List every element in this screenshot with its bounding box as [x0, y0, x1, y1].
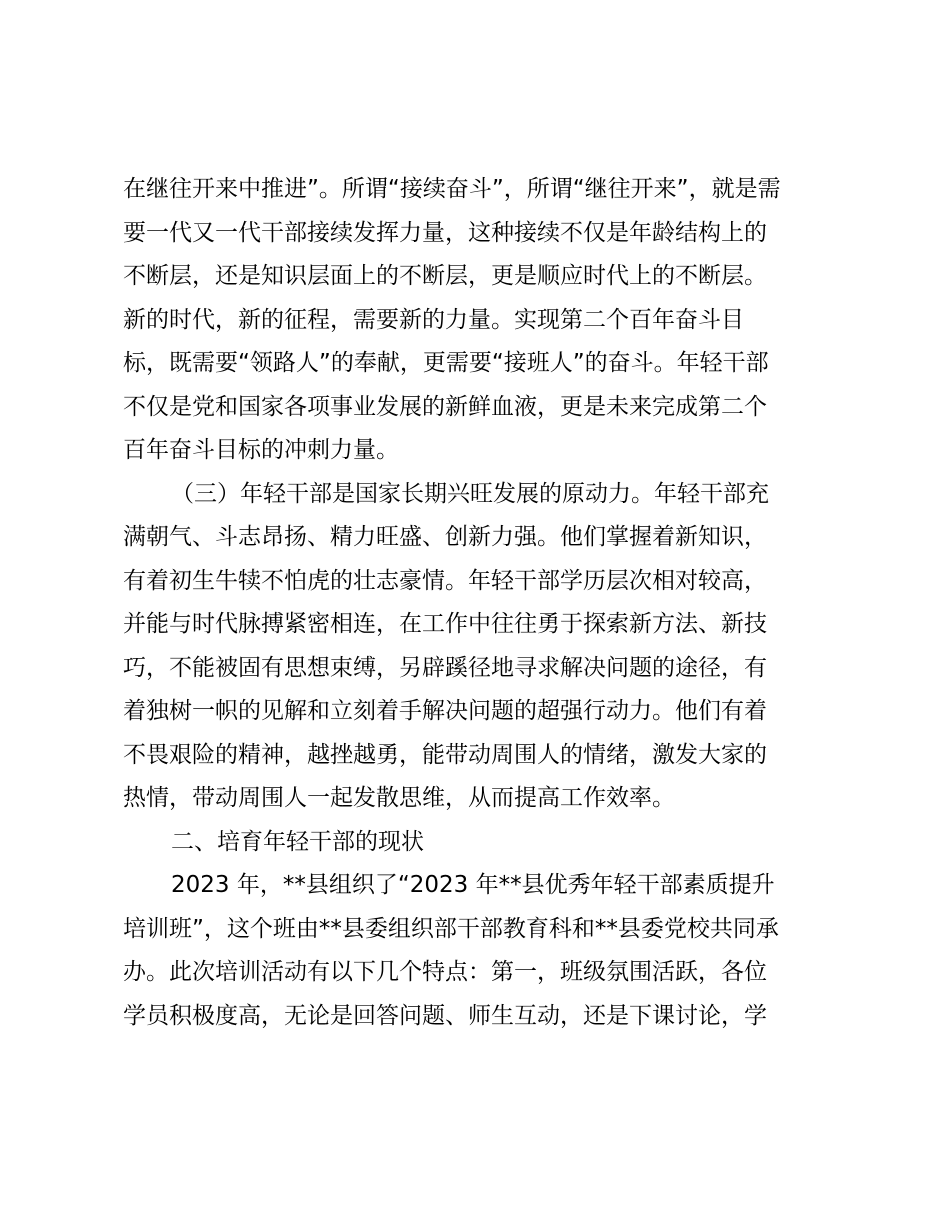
text-line: 着独树一帜的见解和立刻着手解决问题的超强行动力。他们有着	[123, 698, 767, 724]
text-line: 办。此次培训活动有以下几个特点：第一，班级氛围活跃，各位	[123, 959, 767, 985]
section-heading: 二、培育年轻干部的现状	[171, 828, 424, 855]
text-line: 不畏艰险的精神，越挫越勇，能带动周围人的情绪，激发大家的	[123, 741, 767, 768]
text-line: 不仅是党和国家各项事业发展的新鲜血液，更是未来完成第二个	[123, 393, 767, 420]
paragraph-start-line: 2023 年，**县组织了“2023 年**县优秀年轻干部素质提升	[171, 872, 775, 898]
text-line: 新的时代，新的征程，需要新的力量。实现第二个百年奋斗目	[123, 306, 744, 333]
text-line: 热情，带动周围人一起发散思维，从而提高工作效率。	[123, 785, 675, 811]
text-line: 培训班”，这个班由**县委组织部干部教育科和**县委党校共同承	[123, 915, 779, 942]
text-line: 在继往开来中推进”。所谓“接续奋斗”，所谓“继往开来”，就是需	[123, 176, 781, 202]
document-body	[123, 168, 843, 1038]
text-line: 满朝气、斗志昂扬、精力旺盛、创新力强。他们掌握着新知识，	[123, 524, 767, 550]
text-line: 标，既需要“领路人”的奉献，更需要“接班人”的奋斗。年轻干部	[123, 350, 769, 376]
text-line: 有着初生牛犊不怕虎的壮志豪情。年轻干部学历层次相对较高，	[123, 567, 767, 594]
text-line: 并能与时代脉搏紧密相连，在工作中往往勇于探索新方法、新技	[123, 611, 767, 637]
paragraph-start-line: （三）年轻干部是国家长期兴旺发展的原动力。年轻干部充	[171, 480, 769, 507]
text-line: 巧，不能被固有思想束缚，另辟蹊径地寻求解决问题的途径，有	[123, 654, 767, 681]
text-line: 百年奋斗目标的冲刺力量。	[123, 437, 399, 463]
text-line: 要一代又一代干部接续发挥力量，这种接续不仅是年龄结构上的	[123, 219, 767, 246]
text-line: 学员积极度高，无论是回答问题、师生互动，还是下课讨论，学	[123, 1002, 767, 1029]
text-line: 不断层，还是知识层面上的不断层，更是顺应时代上的不断层。	[123, 263, 767, 289]
